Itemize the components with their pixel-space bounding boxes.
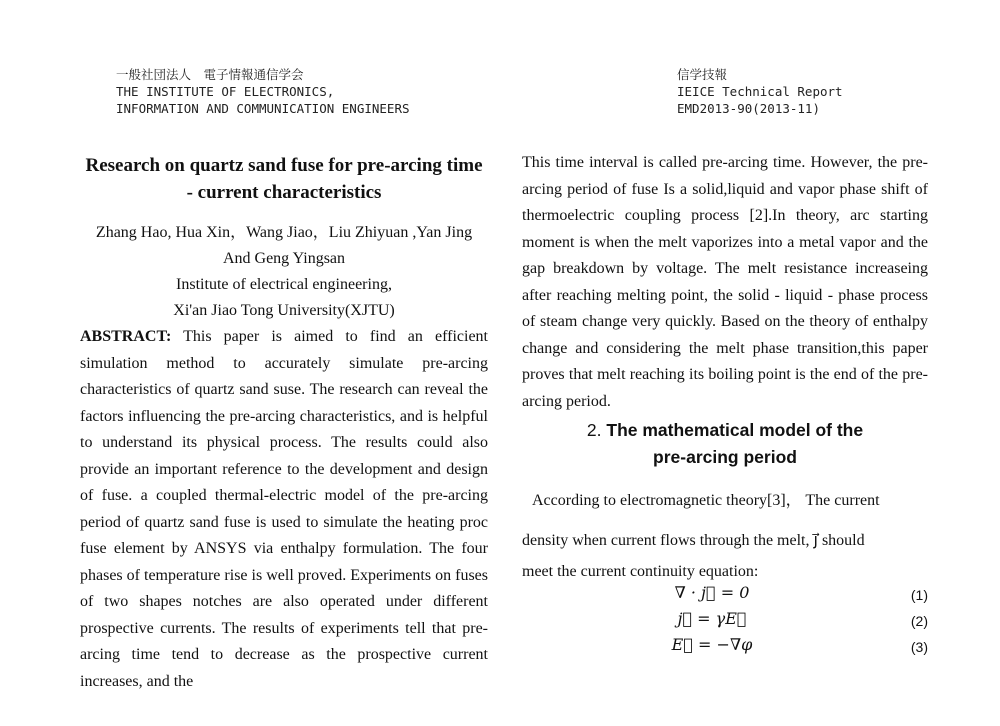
equation-3-number: (3) <box>910 639 928 655</box>
equation-3-expr: E⃗ = −∇φ <box>671 635 753 654</box>
affiliation-2: Xi'an Jiao Tong University(XJTU) <box>173 302 395 319</box>
abstract <box>80 324 488 695</box>
header-society-en-2: INFORMATION AND COMMUNICATION ENGINEERS <box>116 101 410 116</box>
equation-2-expr: j⃗ = γE⃗ <box>677 609 747 628</box>
equation-2 <box>522 609 928 635</box>
header-society-en-1: THE INSTITUTE OF ELECTRONICS, <box>116 84 335 99</box>
model-line-3: meet the current continuity equation: <box>522 563 759 580</box>
abstract-text: This paper is aimed to find an efficient simulation method to accurately simulate pre-arcing characteristics of quartz sand suse. The research can reveal the factors influencing the pre-arcing characteristics, and is helpful to understand its physical process. The results could also provide an important reference to the development and design of fuse. a coupled thermal-electric model of the pre-arcing period of quartz sand fuse is used to simulate the heating proc fuse element by ANSYS via enthalpy formulation. The four phases of temperature rise is well proved. Experiments on fuses of two shapes notches are also operated under different prospective currents. The results of experiments tell that pre-arcing time tend to decrease as the prospective current increases, and the <box>80 328 488 690</box>
affiliation-1: Institute of electrical engineering, <box>176 276 392 293</box>
model-paragraph <box>522 481 928 583</box>
header-right <box>677 66 843 117</box>
left-column <box>80 150 488 695</box>
authors-line-2: And Geng Yingsan <box>222 250 346 267</box>
header-report-jp: 信学技報 <box>677 67 728 82</box>
equation-2-number: (2) <box>910 613 928 629</box>
section-heading <box>522 417 928 471</box>
header-report-en: IEICE Technical Report <box>677 84 843 99</box>
intro-paragraph: This time interval is called pre-arcing time. However, the pre-arcing period of fuse Is a solid,liquid and vapor phase shift of thermoelectric coupling process [2].In theory, arc starting moment is when the melt vaporizes into a metal vapor and the gap breakdown by voltage. The melt resistance increaseing after reaching melting point, the solid - liquid - phase process of steam change very quickly. Based on the theory of enthalpy change and considering the melt phase transition,this paper proves that melt reaching its boiling point is the end of the pre-arcing period. <box>522 154 928 410</box>
abstract-label: ABSTRACT: <box>80 328 172 345</box>
header-society-jp: 一般社団法人 電子情報通信学会 <box>116 67 304 82</box>
equation-1-number: (1) <box>910 587 928 603</box>
equation-3 <box>522 635 928 661</box>
header-report-id: EMD2013-90(2013-11) <box>677 101 820 116</box>
section-title-line-1: The mathematical model of the <box>606 420 864 440</box>
right-column <box>522 150 928 661</box>
equation-1-expr: ∇ · j⃗ = 0 <box>674 583 750 602</box>
authors-line-1: Zhang Hao, Hua Xin，Wang Jiao，Liu Zhiyuan ,Yan Jing <box>95 224 473 241</box>
model-line-2: density when current flows through the melt, j⃗ should <box>522 532 865 549</box>
section-number: 2. <box>586 420 602 440</box>
header-left <box>116 66 410 117</box>
equation-1 <box>522 583 928 609</box>
model-line-1: According to electromagnetic theory[3]， The current <box>532 492 880 509</box>
paper-title: Research on quartz sand fuse for pre-arcing time - current characteristics <box>85 155 483 203</box>
section-title-line-2: pre-arcing period <box>653 447 797 467</box>
